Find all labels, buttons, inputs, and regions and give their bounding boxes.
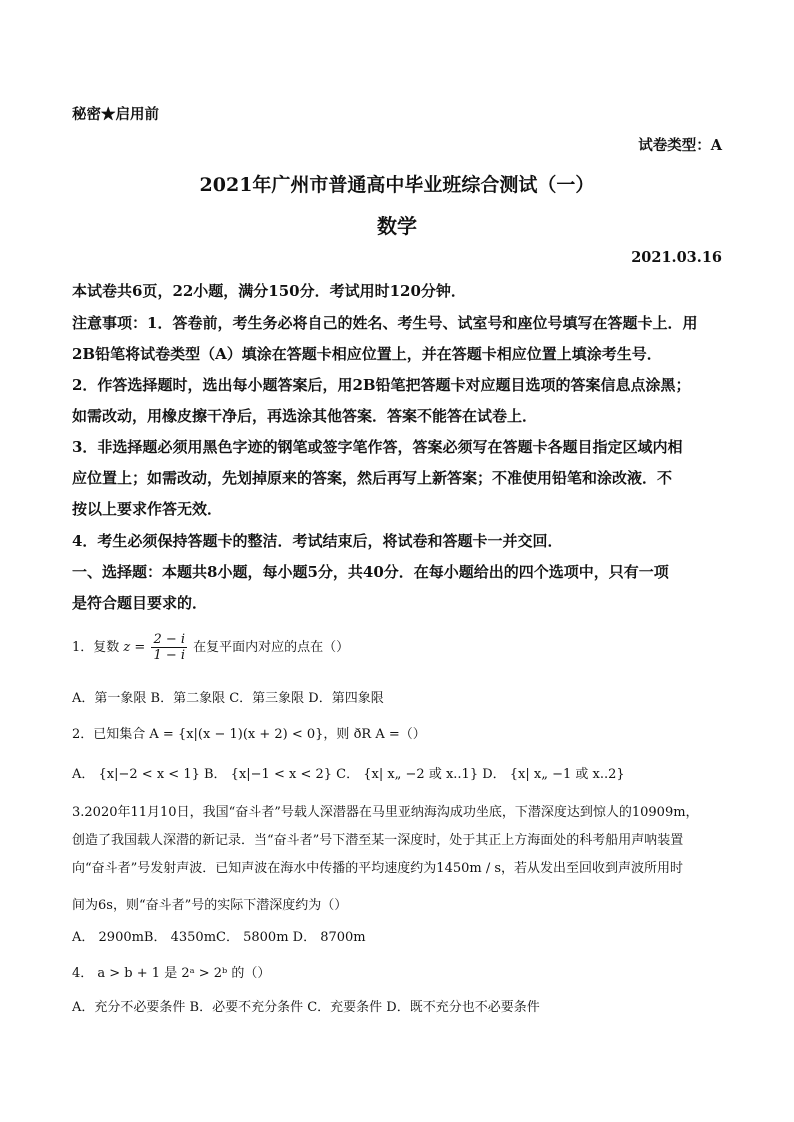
- q2-options: A． {x|−2 < x < 1} B． {x|−1 < x < 2} C． {x| x„ −2 或 x..1} D． {x| x„ −1 或 x..2}: [72, 767, 625, 782]
- q1-fraction: [151, 632, 187, 663]
- secret-label: 秘密★启用前: [72, 106, 159, 123]
- note-line: 如需改动，用橡皮擦干净后，再选涂其他答案．答案不能答在试卷上．: [72, 407, 538, 425]
- paper-type: 试卷类型：A: [638, 137, 722, 154]
- question-2: 2．已知集合 A = {x|(x − 1)(x + 2) < 0}，则 ðR A =（）: [72, 727, 426, 742]
- page-title: 2021年广州市普通高中毕业班综合测试（一）: [199, 174, 595, 196]
- question-4: 4． a > b + 1 是 2ᵃ > 2ᵇ 的（）: [72, 966, 271, 981]
- question-3-line: 向“奋斗者”号发射声波．已知声波在海水中传播的平均速度约为1450m / s，若从发出至回收到声波所用时: [72, 861, 684, 876]
- question-3-line: 创造了我国载人深潜的新记录．当“奋斗者”号下潜至某一深度时，处于其正上方海面处的科考船用声呐装置: [72, 833, 684, 848]
- exam-date: 2021.03.16: [631, 249, 722, 266]
- exam-summary: 本试卷共6页，22小题，满分150分．考试用时120分钟．: [72, 282, 466, 300]
- q1-options: A．第一象限 B．第二象限 C．第三象限 D．第四象限: [72, 691, 384, 706]
- section-heading-cont: 是符合题目要求的．: [72, 594, 208, 612]
- note-line: 2．作答选择题时，选出每小题答案后，用2B铅笔把答题卡对应题目选项的答案信息点涂黑；: [72, 376, 691, 394]
- subject-title: 数学: [377, 214, 417, 238]
- question-3-line: 间为6s，则“奋斗者”号的实际下潜深度约为（）: [72, 898, 348, 913]
- note-line: 按以上要求作答无效．: [72, 500, 223, 518]
- note-line: 3．非选择题必须用黑色字迹的钢笔或签字笔作答，答案必须写在答题卡各题目指定区域内相: [72, 438, 683, 456]
- q1-numerator: 2 − i: [153, 632, 186, 647]
- section-heading: 一、选择题：本题共8小题，每小题5分，共40分．在每小题给出的四个选项中，只有一项: [72, 563, 669, 581]
- note-line: 4．考生必须保持答题卡的整洁．考试结束后，将试卷和答题卡一并交回．: [72, 532, 563, 550]
- q1-lhs: z =: [123, 640, 146, 655]
- note-line: 注意事项：1．答卷前，考生务必将自己的姓名、考生号、试室号和座位号填写在答题卡上．用: [72, 314, 698, 332]
- note-line: 应位置上；如需改动，先划掉原来的答案，然后再写上新答案；不准使用铅笔和涂改液．不: [72, 469, 673, 487]
- question-3-line: 3.2020年11月10日，我国“奋斗者”号载人深潜器在马里亚纳海沟成功坐底，下潜深度达到惊人的10909m，: [72, 805, 699, 820]
- q1-suffix: 在复平面内对应的点在（）: [193, 640, 350, 655]
- question-1: [72, 632, 349, 663]
- q1-denominator: 1 − i: [153, 648, 186, 663]
- q1-prefix: 1．复数: [72, 640, 120, 655]
- q4-options: A．充分不必要条件 B．必要不充分条件 C．充要条件 D．既不充分也不必要条件: [72, 1000, 540, 1015]
- q3-options: A． 2900mB． 4350mC． 5800m D． 8700m: [72, 930, 366, 945]
- note-line: 2B铅笔将试卷类型（A）填涂在答题卡相应位置上，并在答题卡相应位置上填涂考生号．: [72, 345, 662, 363]
